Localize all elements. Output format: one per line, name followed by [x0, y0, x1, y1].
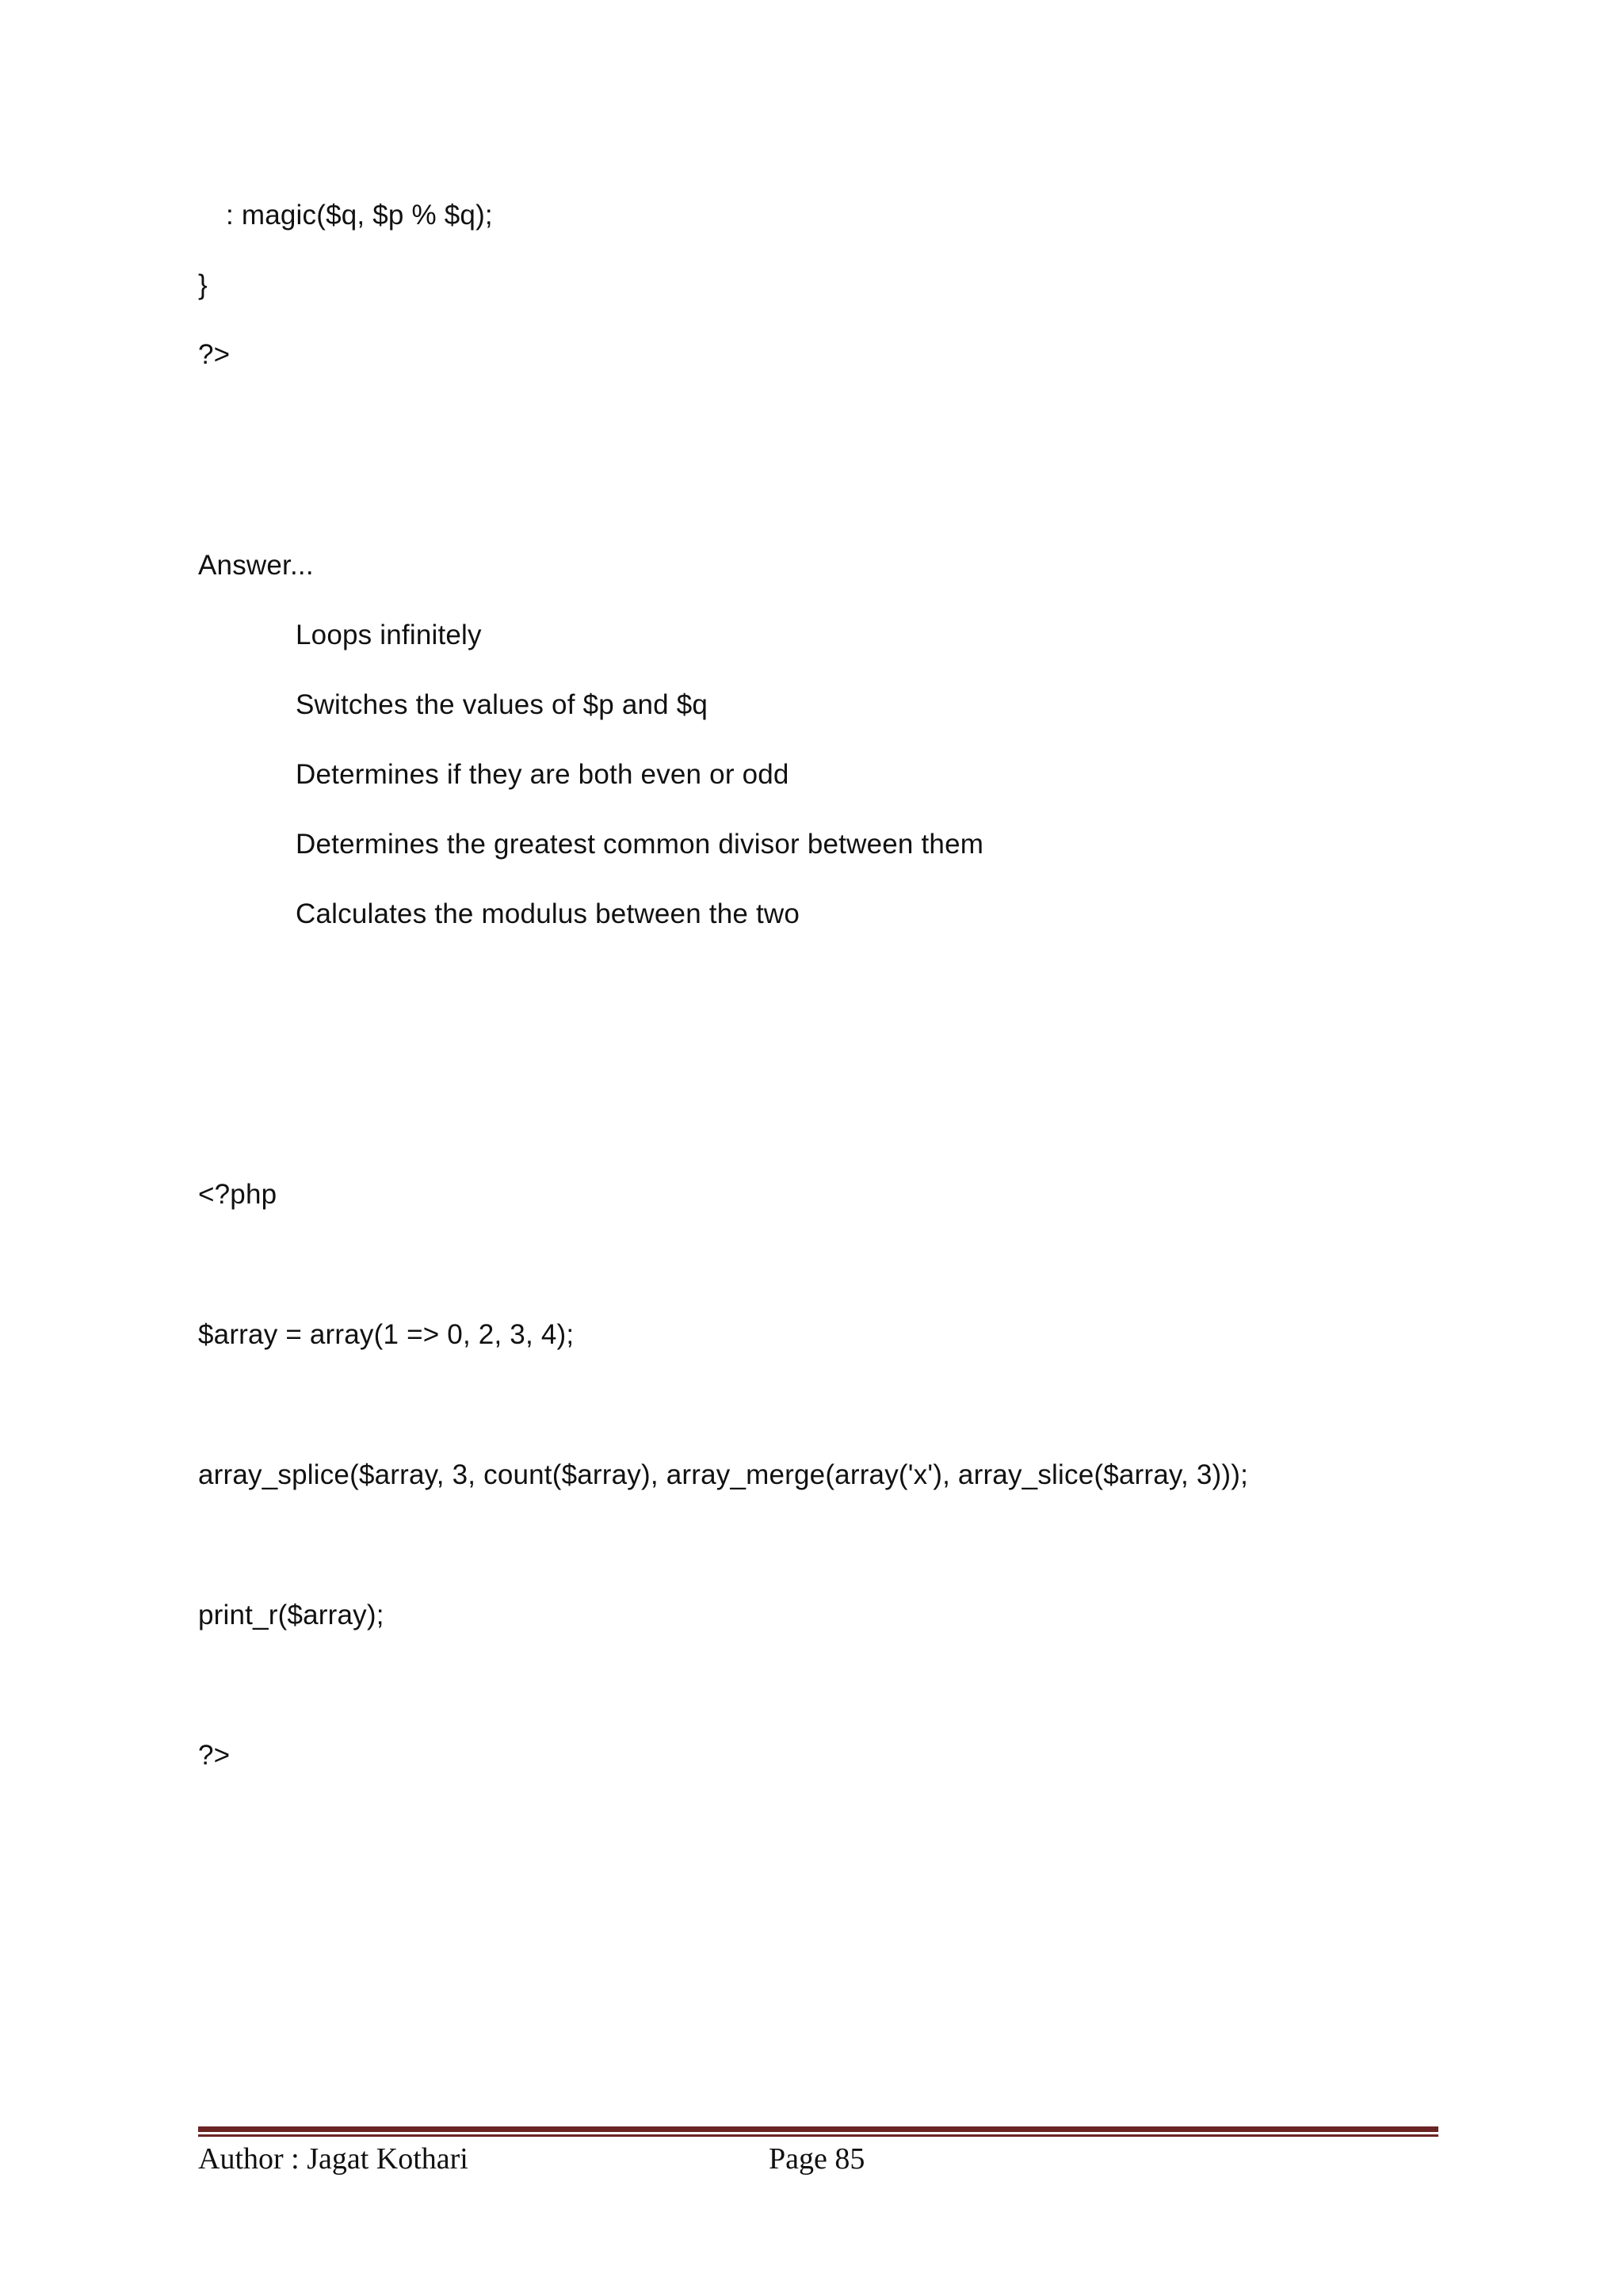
code-line-php-close: ?> — [198, 339, 231, 370]
code-line-array-splice: array_splice($array, 3, count($array), array_merge(array('x'), array_slice($array, 3))); — [198, 1459, 1249, 1490]
code-line-print-r: print_r($array); — [198, 1600, 384, 1630]
footer-rule-thin — [198, 2134, 1438, 2137]
code-php-close-tag: ?> — [198, 1740, 231, 1771]
answer-option-5: Calculates the modulus between the two — [296, 898, 800, 929]
code-line-closing-brace: } — [198, 269, 208, 300]
code-php-open-tag: <?php — [198, 1179, 277, 1210]
code-line-array-init: $array = array(1 => 0, 2, 3, 4); — [198, 1319, 575, 1350]
answer-option-1: Loops infinitely — [296, 620, 482, 650]
footer-page-number: Page 85 — [769, 2142, 865, 2176]
code-line-magic-call: : magic($q, $p % $q); — [226, 200, 493, 231]
answer-label: Answer... — [198, 550, 314, 581]
answer-option-4: Determines the greatest common divisor between them — [296, 829, 984, 860]
footer-rule-thick — [198, 2126, 1438, 2132]
answer-option-2: Switches the values of $p and $q — [296, 689, 708, 720]
answer-option-3: Determines if they are both even or odd — [296, 759, 789, 790]
footer-author: Author : Jagat Kothari — [198, 2142, 468, 2176]
